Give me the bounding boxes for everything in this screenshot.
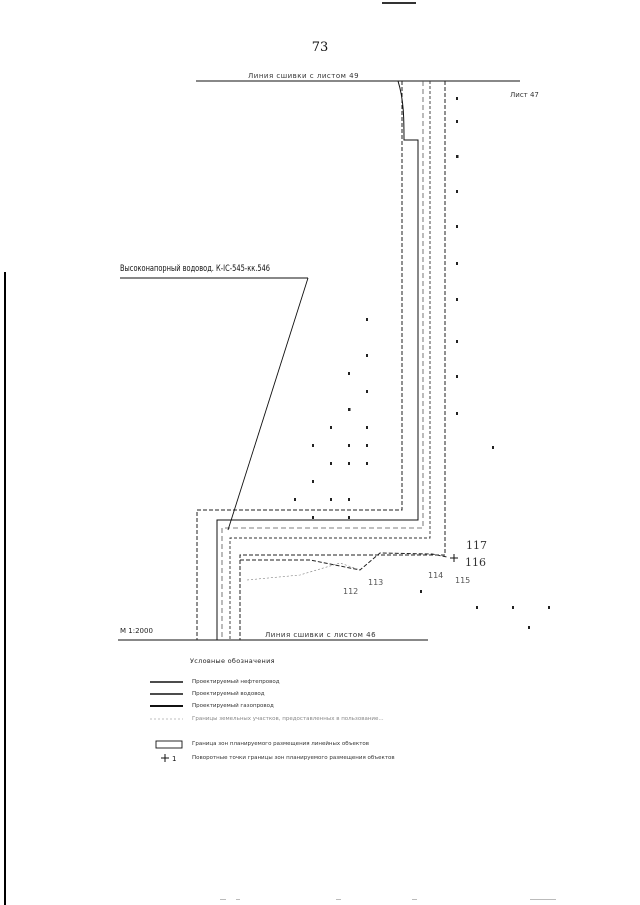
legend-item-gas: Проектируемый газопровод xyxy=(192,703,274,709)
point-label-115: 115 xyxy=(455,576,471,585)
survey-markers-field xyxy=(294,318,550,629)
point-label-117: 117 xyxy=(466,539,487,552)
pipeline-route xyxy=(217,81,418,640)
zone-boundary-outer xyxy=(197,81,402,640)
turning-point-117 xyxy=(450,554,458,562)
pipeline-route-3 xyxy=(230,81,430,640)
legend-item-allotment: Границы земельных участков, предоставленных в пользование... xyxy=(192,716,384,722)
map-scale: М 1:2000 xyxy=(120,627,153,635)
point-label-116: 116 xyxy=(465,556,486,569)
sheet-right-label: Лист 47 xyxy=(510,91,539,99)
svg-text:1: 1 xyxy=(172,755,177,763)
survey-markers-right xyxy=(456,97,494,449)
point-label-113: 113 xyxy=(368,578,384,587)
allotment-boundary-2 xyxy=(247,563,360,580)
legend-item-water: Проектируемый водовод xyxy=(192,691,265,697)
point-label-112: 112 xyxy=(343,587,359,596)
allotment-boundary xyxy=(240,553,447,570)
pipeline-label: Высоконапорный водовод. К-IС-545-кк.546 xyxy=(120,264,270,274)
legend-symbol-turning-point xyxy=(161,754,169,762)
legend-item-turning-point: Поворотные точки границы зон планируемого размещения объектов xyxy=(192,755,395,761)
pipeline-route-2 xyxy=(222,81,423,640)
label-leader-line-diag xyxy=(228,278,308,530)
legend-symbol-zone xyxy=(156,741,182,748)
legend-item-zone: Граница зон планируемого размещения линейных объектов xyxy=(192,741,370,747)
match-line-bottom-label: Линия сшивки с листом 46 xyxy=(265,631,377,639)
match-line-top-label: Линия сшивки с листом 49 xyxy=(248,72,360,80)
zone-boundary-inner xyxy=(240,81,445,640)
legend-title: Условные обозначения xyxy=(190,657,275,665)
page-number: 73 xyxy=(311,40,329,55)
point-label-114: 114 xyxy=(428,571,444,580)
legend-item-oil: Проектируемый нефтепровод xyxy=(192,679,280,685)
scan-noise-bottom xyxy=(220,899,556,900)
